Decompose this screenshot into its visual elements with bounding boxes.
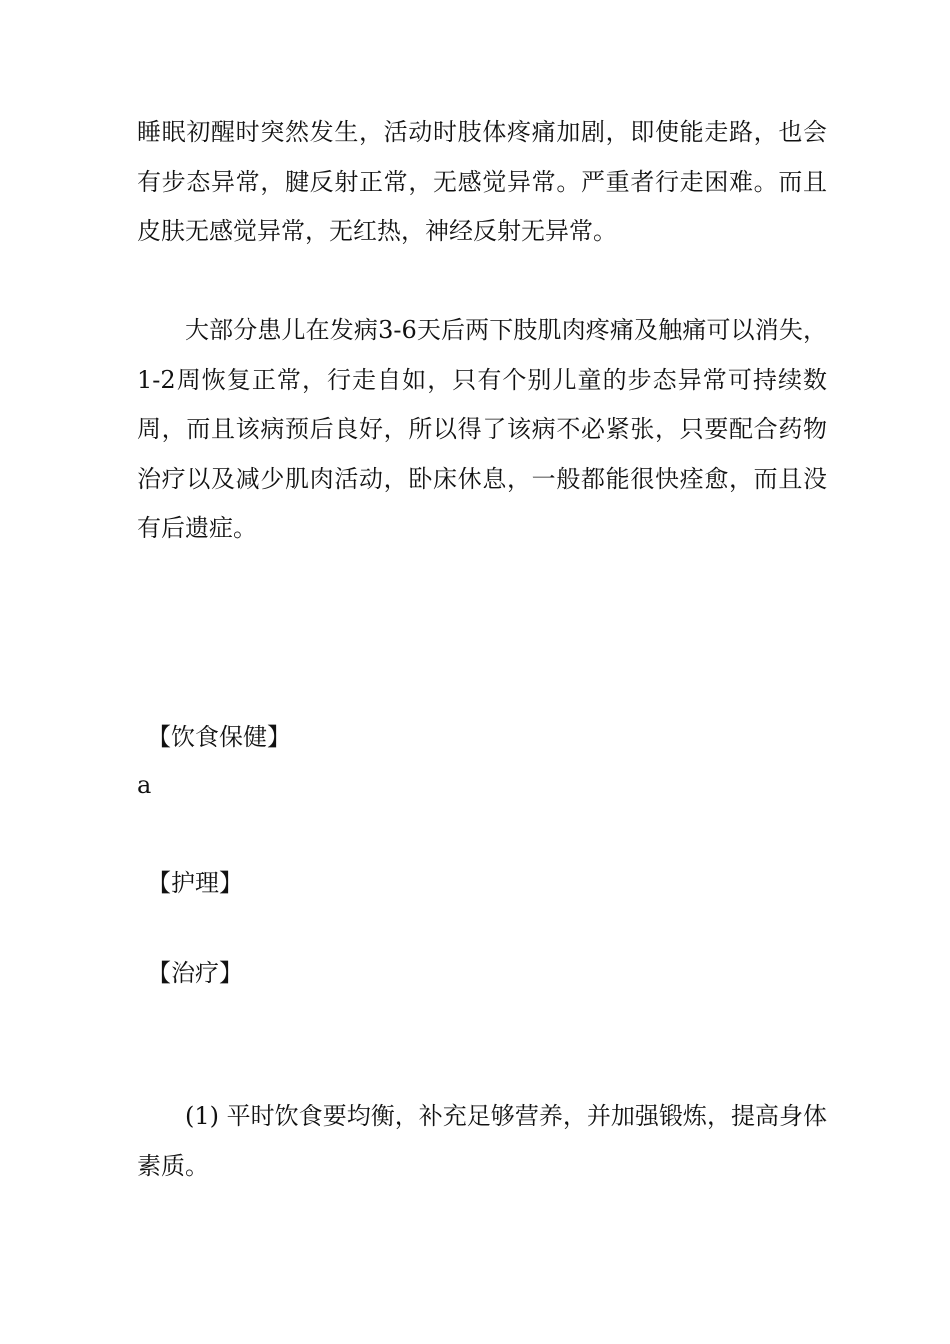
heading-treatment: 【治疗】	[147, 959, 243, 987]
paragraph-prognosis: 大部分患儿在发病3-6天后两下肢肌肉疼痛及触痛可以消失，1-2周恢复正常，行走自如，只有个别儿童的步态异常可持续数周，而且该病预后良好，所以得了该病不必紧张，只要配合药物治疗以及减少肌肉活动，卧床休息，一般都能很快痊愈，而且没有后遗症。	[137, 316, 827, 542]
heading-diet: 【饮食保健】	[147, 723, 291, 751]
heading-nursing: 【护理】	[147, 869, 243, 897]
stray-text: a	[137, 771, 152, 799]
list-item-1: (1) 平时饮食要均衡，补充足够营养，并加强锻炼，提高身体素质。	[137, 1102, 827, 1180]
paragraph-symptoms: 睡眠初醒时突然发生，活动时肢体疼痛加剧，即使能走路，也会有步态异常，腱反射正常，无感觉异常。严重者行走困难。而且皮肤无感觉异常，无红热，神经反射无异常。	[137, 118, 827, 245]
